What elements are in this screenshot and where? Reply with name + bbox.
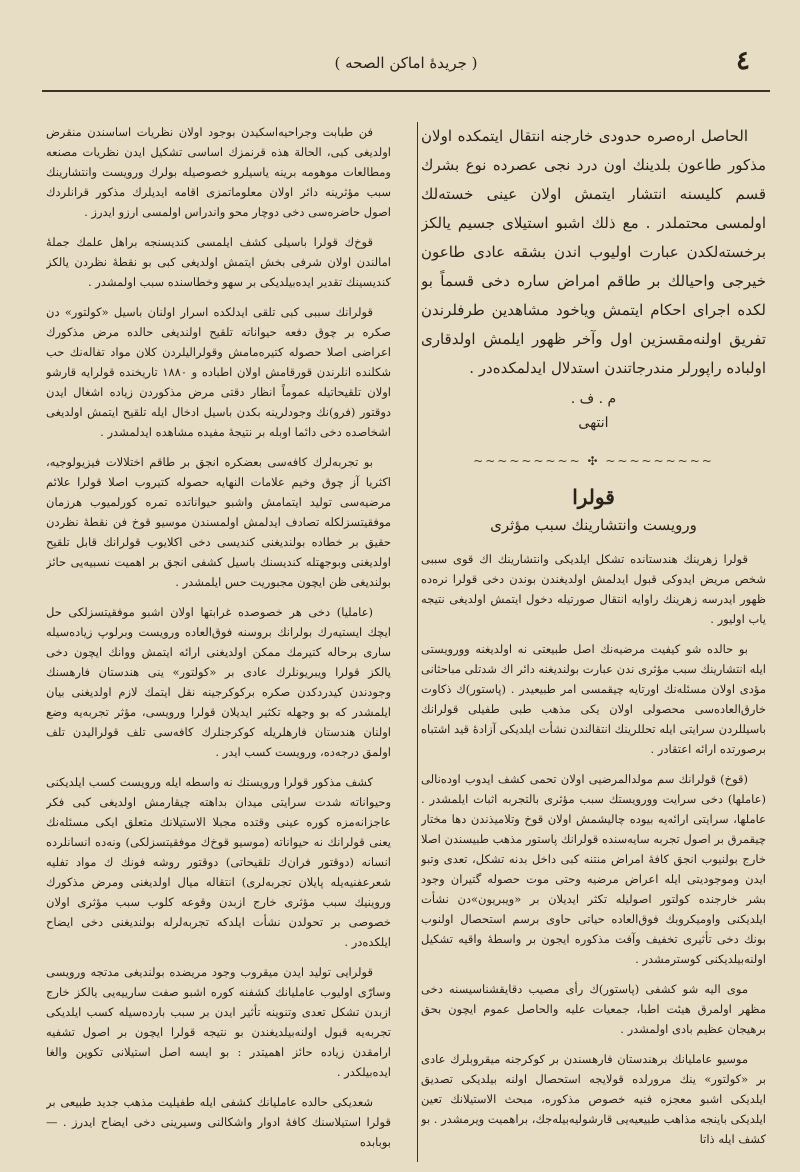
- page-header: [42, 40, 770, 92]
- article-paragraph: شعدیکی حالده عاملیانك کشفی ایله طفیلیت مذهب جدید طبیعی بر قولرا استیلاسنك کافهٔ ادوار واشکالنی وسیرینی دخی ایضاح ایدرز . — بوبابده: [46, 1095, 391, 1149]
- article-title: قولرا: [572, 485, 615, 509]
- article-subtitle: ورویست وانتشارینك سبب مؤثری: [490, 516, 697, 534]
- article-paragraph: قوخ‌ك قولرا باسیلی کشف ایلمسی کندیسنجه براهل علمك جملهٔ امالندن اولان شرفی بخش ایتمش اولدیغی کبی بو نقطهٔ نظردن یالکز کندیسینك تقدیر ایده‌بیلدیکی بر سهو وخطاسنده سبب اولمشدر .: [46, 235, 391, 289]
- page-number: ٤: [736, 46, 750, 76]
- article-paragraph: قولرانك سببی کبی تلقی ایدلکده اسرار اولنان باسیل «کولتور» دن صکره بر چوق دفعه حیواناته تلقیح اولندیغی حالده مرض مذکورك اعراضی اصلا حصوله کتیره‌مامش وقولرالیلردن کلان مواد تفاله‌نك حب شکلنده انلرندن قورقامش اولان اطباده و ۱۸۸۰ تاریخنده قولرایه قارشو اولان تلقیحاتیله عموماً انظار دقتی مرض مذکوردن زیاده اشغال ایدن دوقتور (فرو)نك وجودلرینه بکدن باسیل ادخال ایله تلقیح ایتمش اولدیغی اشخاصده دخی دائما اوبله بر نتیجهٔ مفیده مشاهده ایدلمشدر .: [46, 305, 391, 439]
- two-column-body: [42, 122, 770, 1172]
- article-paragraph: کشف مذکور قولرا ورویستك نه واسطه ایله ورویست کسب ایلدیکنی وحیواناته شدت سرایتی میدان بداهته چیقارمش اولدیغی کبی فکر عاجزانه‌مزه کوره عینی وقتده مجبلا الاستیلانك متعلق ایکی مسئله‌نك یعنی قولرانك نه حیواناته (موسیو قوخ‌ك موفقیتسزلکی) ونه‌ده انسانلرده‌ انسانه (دوقتور فران‌ك تلقیحاتی) دوقتور روشه فونك ك مواد تفلیه شعرعفنیه‌یله پایلان تجربه‌لری) انتقاله میال اولدیغنی ومرض مذکورك وروینیك سبب مؤثری خارج ازبدن وقوعه کلوب سبب مؤثری اولان خصوصی بر تحولدن نشأت ایلدکه تجربه‌لرله بولندیغنی دخی ایضاح ایلکده‌در .: [46, 775, 391, 949]
- article-paragraph: موسیو عاملیانك برهندستان فارهسندن بر کوکرجنه میقروبلرك عادی بر «کولتور» ینك مرورلده قولایجه استحصال اولنه بیلدیکی تصدیق ایلدیکی اشبو معجزه فنیه خصوص مذکوره، مبحث الاستیلانك تعین ایلدیکی باینجه مذاهب طبیعیه‌یی قارشولیه‌بیله‌جك، براهمیت ویرمشدر . بو کشف ایله ذاتا: [421, 1052, 766, 1146]
- left-column: [46, 122, 391, 1162]
- article-paragraph: قولرا زهرینك هندستانده تشکل ایلدیکی وانتشارینك اك قوی سببی شخص مریض ایدوکی قبول ایدلمش اولدیغندن بوندن دخی قولرا نره‌ده ظهور ایدرسه زهرینك راوایه انتقال صورتیله دخول ایتمش اولدیغی نتیجه یاب اولیور .: [421, 552, 766, 626]
- article-paragraph: موی الیه شو کشفی (پاستور)ك رأی مصیب دقایقشناسیسنه دخی مظهر اولمرق هیئت اطبا، جمعیات علیه والحاصل عموم ایچون بحق برهیجان عظیم بادی اولمشدر .: [421, 982, 766, 1036]
- end-mark: انتهی: [578, 415, 609, 431]
- section-divider-ornament: ~~~~~~~~~ ✣ ~~~~~~~~~: [473, 454, 714, 468]
- running-title: ( جريدهٔ اماكن الصحه ): [334, 54, 478, 72]
- article-paragraph: (عاملیا) دخی هر خصوصده غرابتها اولان اشبو موفقیتسزلکی حل ایچك ایستیه‌رك بولرانك بروسنه فوق‌العاده ورویست وبرلوپ زیاده‌سیله ساری برحاله کتیرمك ممکن اولدیغنی ارائه ایتمش ووانك ایچون دخی یالکز قولرا ویبریونلرك عادی بر «کولتور» ینی هندستان فارهسنك وجودندن کیدردکدن صکره برکوکرجینه نقل ایتمك لازم اولدیغنی بیان ایلمشدر که بو وجهله تکثیر ایدیلان قولرا ورویسی، مؤثر تجربه‌یه وضع اولنان هندستان فارهلریله کوکرجنلرك کافه‌سی تلف قولرالیدن تلف اولمق درجه‌ده، ورویست کسب ایدر .: [46, 605, 391, 759]
- right-column: [421, 122, 766, 1162]
- article-paragraph: بو حالده شو کیفیت مرضیه‌نك اصل طبیعتی نه اولدیغنه وورویستی ایله انتشارینك سبب مؤثری ندن عبارت بولندیغنه دائر اك شدتلی مباحثانی مؤدی اولان مسئله‌نك اورتایه چیقمسی امر طبیعیدر . (پاستور)ك ذکاوت خارق‌العاده‌سی محصولی اولان یکی مذهب طبی طفیلی قولرانك باسیللردن سرایتی ایله تحللرینك انتقالندن نشأت ایلدیکی آزادهٔ قید اشتباه برصورتده ارائه اعتقادر .: [421, 642, 766, 756]
- opening-paragraph: الحاصل اره‌صره حدودی خارجنه انتقال ایتمکده اولان مذکور طاعون بلدینك اون درد نجی عصرده نوع بشرك قسم کلیسنه انتشار ایتمش اولان عینی خسته‌لك اولمسی محتملدر . مع ذلك اشبو استیلای جسیم یالکز برخسته‌لکدن عبارت اولیوب اندن بشقه عادی طاعون خیرجی واحیالك بر طاقم امراض ساره دخی قسماً بو لکده اجرای احکام ایتمش ویاخود مشاهدین طرفلرندن تفریق اولنه‌مقسزین اول وآخر ظهور ایلمش اولدقاری اولباده راپورلر مندرجاتندن استدلال ایدلمکده‌در .: [421, 127, 766, 377]
- article-paragraph: فن طبابت وجراحیه‌اسکیدن بوجود اولان نظریات اساسندن منقرض اولدیغی کبی، الحالة هذه قرنمزك اساسی تشکیل ایدن نظریات مصنعه ومطالعات موهومه برینه یاسیلرو خصوصیله بولرك ورویست وانتشارینك سبب مؤثرینه دائر اولان معلوماتمزی اقامه ایدیلرك مذکور قرانلردك اصول حاضره‌سی دخی دوچار محو واندراس اولمسی ارزو ایدرز .: [46, 125, 391, 219]
- column-divider: [417, 122, 418, 1162]
- article-paragraph: قولرایی تولید ایدن میقروب وجود مریضده بولندیغی مدتجه ورویسی وسارّی اولیوب عاملیانك کشفنه کوره اشبو صفت سارییه‌یی یالکز خارج ازبدن تشکل تعدی وتنوینه تأثیر ایدن بر سبب بارده‌سیله کسب ایلدیکی تجربه‌یه قبول اولنه‌بیلدیغندن بو نتیجه قولرا ایچون بر اصول تشفیه ارامقدن زیاده حائز اهمیتدر : بو ایسه اصل استیلانی تکوین والغا ایده‌بیلکدر .: [46, 965, 391, 1079]
- article-paragraph: (قوخ) قولرانك سم مولدالمرضیی اولان تحمی کشف ایدوب اوده‌نالی (عاملها) دخی سرایت وورویستك سبب مؤثری بالتجربه اثبات ایلمشدر . عاملها، سرایتی ارائه‌یه بیوده چالیشمش اولان قوخ وتلامیذندن دها مختار چیقمرق بر اصول تجربه سایه‌سنده قولرانك پاستور مذهب طبیسندن اصلا خارج بولنیوب انجق کافهٔ امراض منتنه کبی داخل بدنه تشکل، تعدی وتبو ایدن وموجودیتی ایله اعراض مرضیه وحتی موت حصوله گتیران وجود بشر خارجنده کولتور اصولیله تکثر ایدیلان بر «ویبریون»دن نشأت ایلدیکنی واومیکروبك فوق‌العاده حیاتی حاوی برسم استحصال اولنوب بونك دخی تأثیری تخفیف وآفت مذکوره ایجون بر واسطهٔ واقیه تشکیل اولنه‌بیلدیکنی کوسترمشدر .: [421, 772, 766, 966]
- author-initials: م . ف .: [570, 391, 617, 407]
- article-paragraph: بو تجربه‌لرك کافه‌سی بعضکره انجق بر طاقم اختلالات فیزیولوجیه، اکثریا آز چوق وخیم علامات النهایه حصوله کتیروب اصلا قولرا علائم مرضیه‌سی تولید ایتمامش واشبو حیواناتده تمره کورلمیوب هرزمان موفقیتسزلکله تصادف ایدلمش اولمسندن موسیو قوخ فن نقطهٔ نظردن حقیق بر خطاده بولندیغنی کندیسی دخی اکلایوب قولرانك قابل تلقیح اولدیغنی وبوجهتله کندیسنك باسیل کشفی انجق بر اهمیت نسبیه‌یی حائز بولندیغی ظن ایچون مجبوریت حس ایلمشدر .: [46, 455, 391, 589]
